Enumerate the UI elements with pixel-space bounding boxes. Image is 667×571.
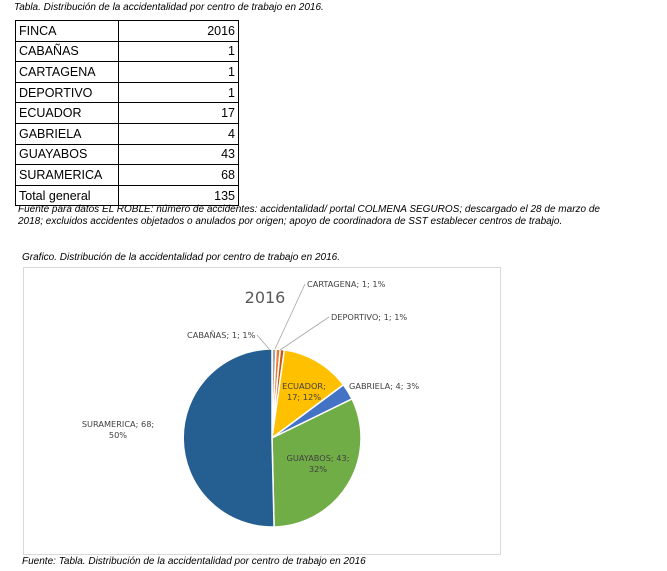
table-header-row (16, 21, 239, 42)
table-cell: SURAMERICA (16, 165, 119, 186)
data-label: DEPORTIVO; 1; 1% (331, 312, 408, 322)
pie-slice-suramerica (183, 349, 274, 527)
table-cell: 43 (119, 144, 239, 165)
table-total-row (16, 185, 239, 206)
data-label: CARTAGENA; 1; 1% (307, 279, 386, 289)
table-row (16, 41, 239, 62)
table-row (16, 123, 239, 144)
pie-chart (23, 267, 501, 555)
data-label: GABRIELA; 4; 3% (349, 381, 420, 391)
table-cell: Total general (16, 185, 119, 206)
table-cell: CARTAGENA (16, 62, 119, 83)
source-caption: Fuente: Tabla. Distribución de la accidentalidad por centro de trabajo en 2016 (22, 556, 366, 567)
table-row (16, 82, 239, 103)
table-cell: 1 (119, 82, 239, 103)
source-note: Fuente para datos EL ROBLE: número de accidentes: accidentalidad/ portal COLMENA SEGUROS; descargado el 28 de marzo de 2018; excluidos accidentes objetados o anulados por origen; apoyo de coordinadora de SST establecer centros de trabajo. (18, 204, 600, 227)
accident-table (15, 20, 239, 206)
table-row (16, 62, 239, 83)
header-cell: 2016 (119, 21, 239, 42)
table-cell: 68 (119, 165, 239, 186)
chart-caption: Grafico. Distribución de la accidentalidad por centro de trabajo en 2016. (22, 252, 340, 263)
data-label: CABAÑAS; 1; 1% (187, 330, 256, 340)
table-row (16, 103, 239, 124)
data-label: SURAMERICA; 68; 50% (81, 419, 155, 440)
table-cell: GABRIELA (16, 123, 119, 144)
table-cell: 135 (119, 185, 239, 206)
data-label: ECUADOR; 17; 12% (282, 381, 326, 402)
table-row (16, 144, 239, 165)
data-label: GUAYABOS; 43; 32% (286, 453, 350, 474)
header-cell: FINCA (16, 21, 119, 42)
table-cell: ECUADOR (16, 103, 119, 124)
table-caption: Tabla. Distribución de la accidentalidad por centro de trabajo en 2016. (14, 2, 324, 13)
table-cell: 17 (119, 103, 239, 124)
table-cell: 1 (119, 62, 239, 83)
leader-line (257, 335, 270, 350)
table-cell: DEPORTIVO (16, 82, 119, 103)
table-cell: 4 (119, 123, 239, 144)
pie-chart-svg (24, 268, 500, 554)
chart-title: 2016 (244, 288, 286, 307)
table-cell: 1 (119, 41, 239, 62)
table-row (16, 165, 239, 186)
table-cell: GUAYABOS (16, 144, 119, 165)
table-cell: CABAÑAS (16, 41, 119, 62)
